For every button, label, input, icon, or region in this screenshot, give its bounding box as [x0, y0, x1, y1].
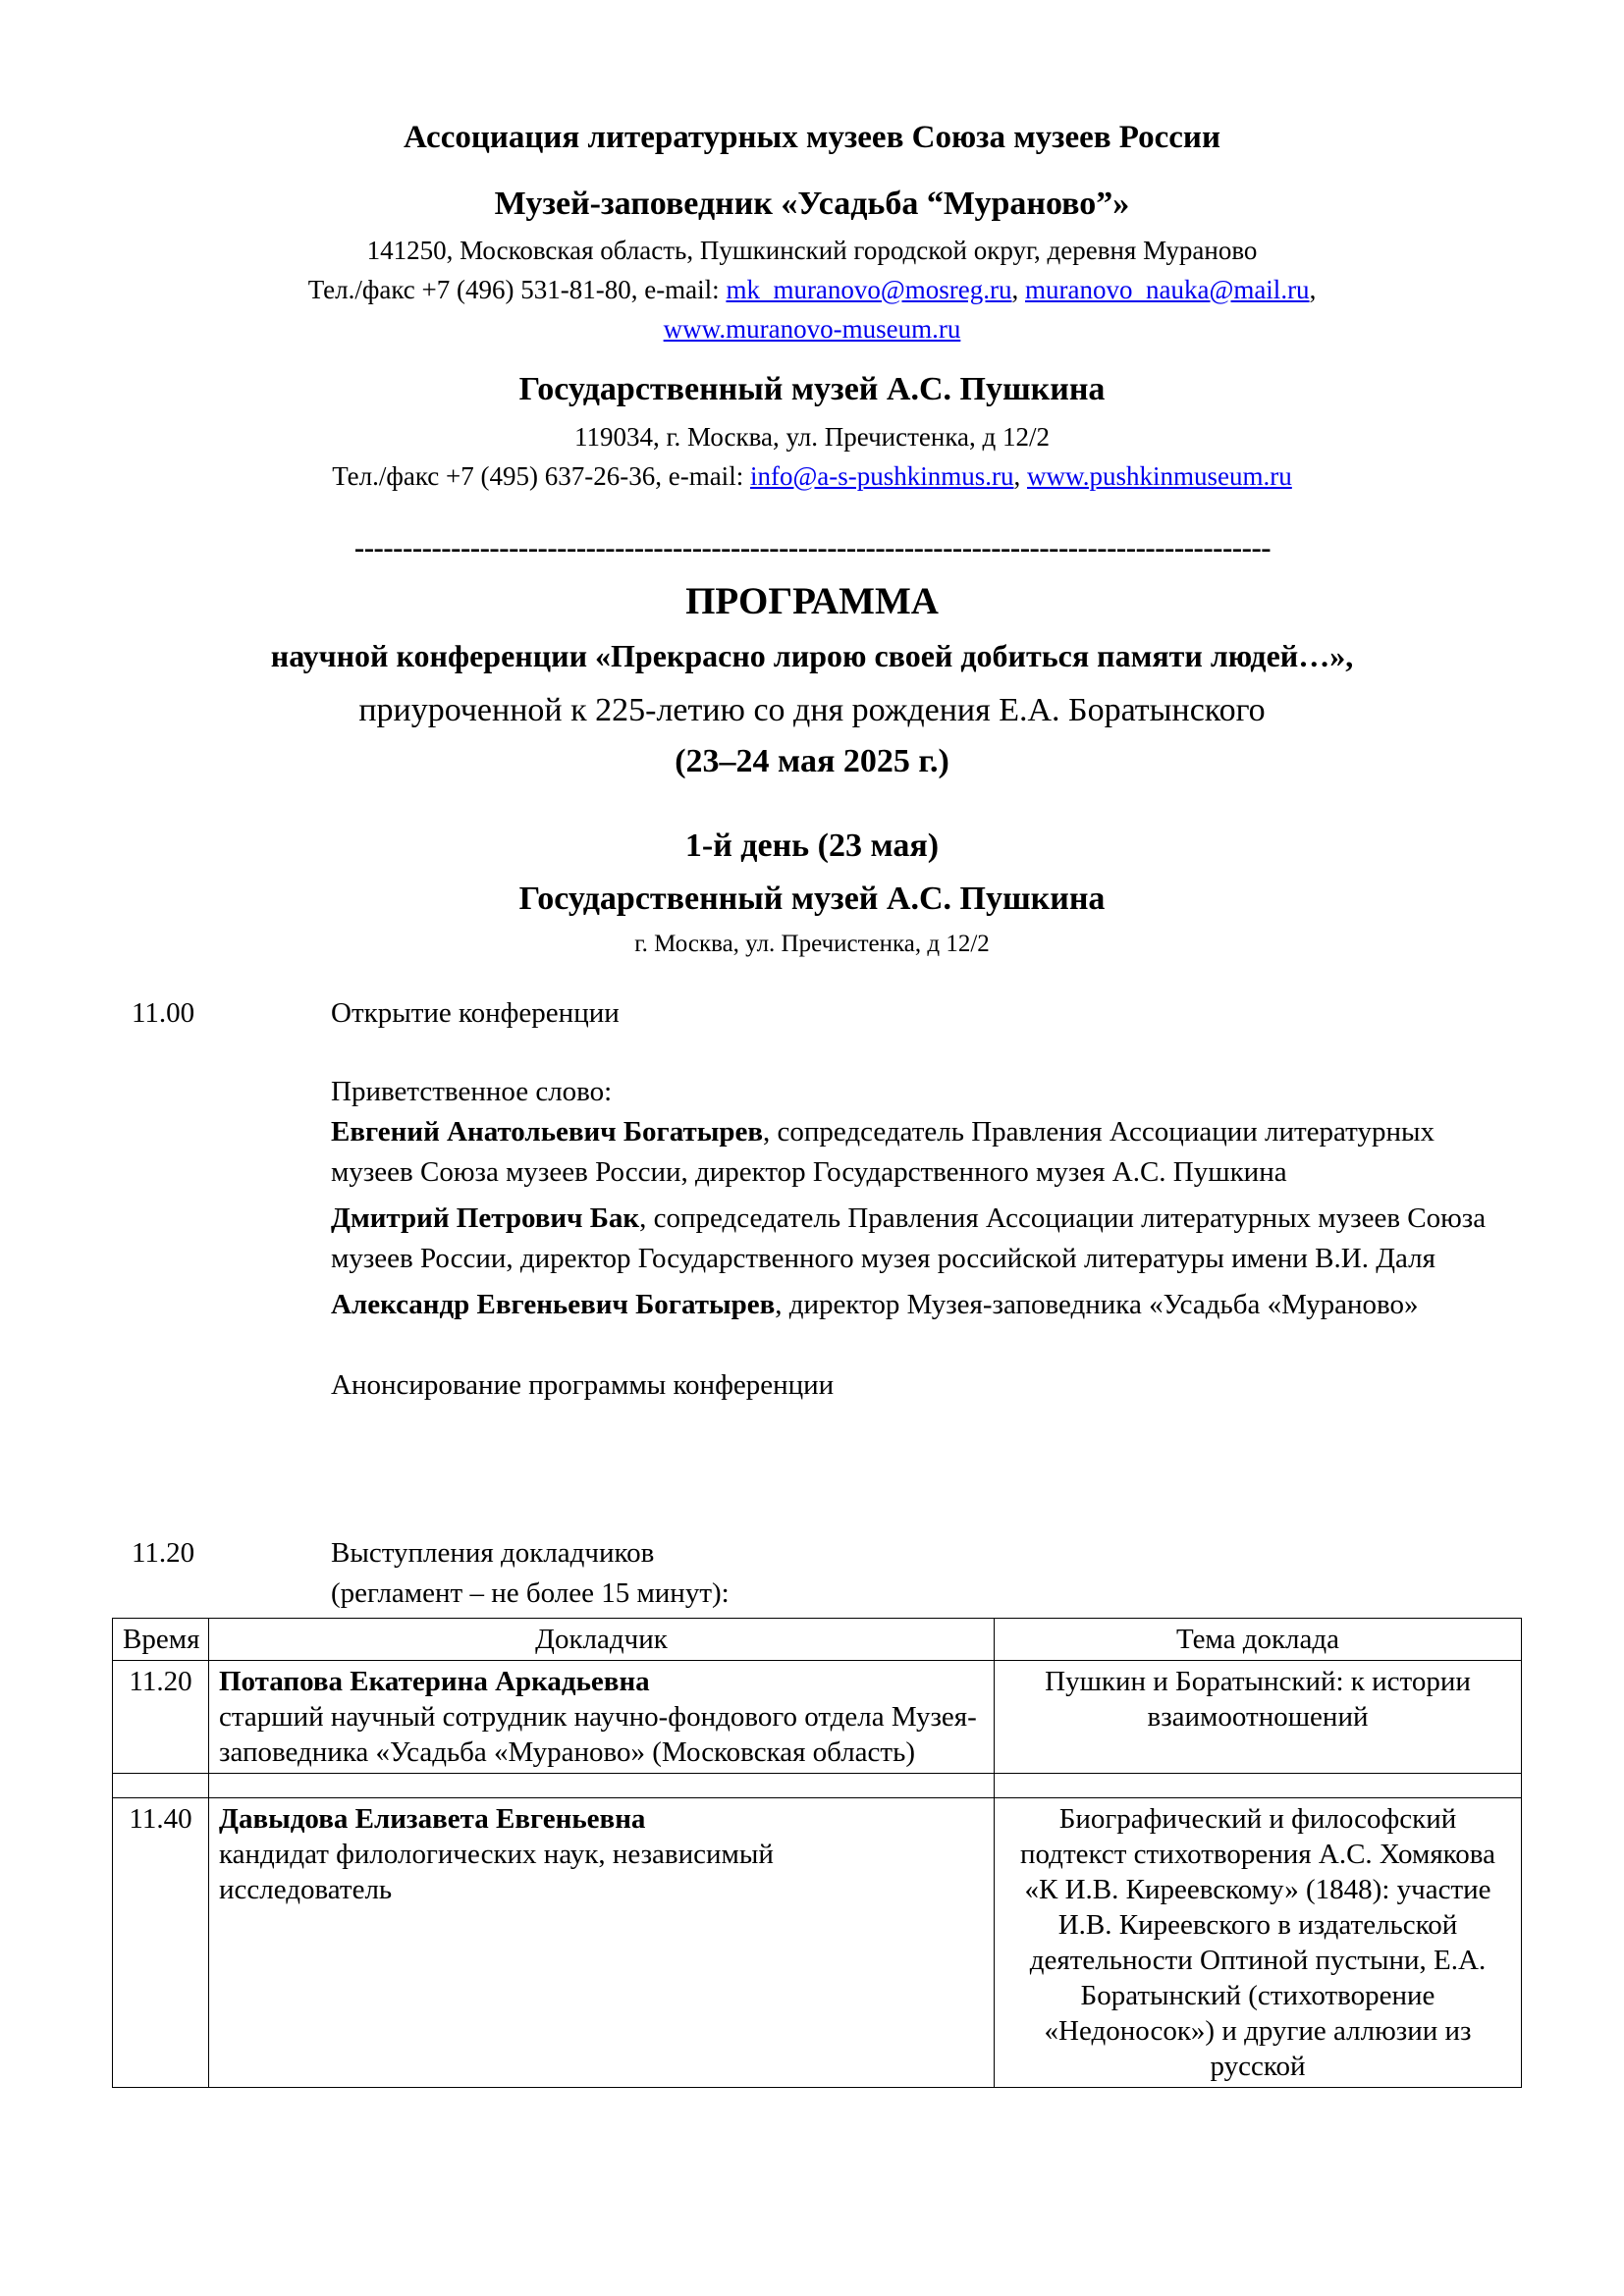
talk-speaker	[209, 1798, 995, 2088]
program-dates: (23–24 мая 2025 г.)	[675, 743, 949, 779]
greeter-1	[331, 1112, 1509, 1193]
greeter-name: Евгений Анатольевич Богатырев	[331, 1116, 764, 1148]
talks-rule: (регламент – не более 15 минут):	[331, 1577, 730, 1609]
announcement: Анонсирование программы конференции	[331, 1369, 835, 1401]
opening-time: 11.00	[132, 997, 195, 1029]
muranovo-address: 141250, Московская область, Пушкинский городской округ, деревня Мураново	[366, 236, 1258, 265]
speaker-details: старший научный сотрудник научно-фондового отдела Музея-заповедника «Усадьба «Мураново» (Московская область)	[219, 1701, 977, 1768]
table-row	[113, 1661, 1522, 1774]
greeter-name: Дмитрий Петрович Бак	[331, 1202, 640, 1234]
talk-topic: Биографический и философский подтекст стихотворения А.С. Хомякова «К И.В. Киреевскому» (1848): участие И.В. Киреевского в издательской деятельности Оптиной пустыни, Е.А. Боратынский (стихотворение «Недоносок») и другие аллюзии из русской	[995, 1798, 1522, 2088]
greeter-role: , директор Музея-заповедника «Усадьба «Мураново»	[775, 1289, 1419, 1320]
pushkin-museum-title: Государственный музей А.С. Пушкина	[518, 371, 1106, 407]
speaker-name: Давыдова Елизавета Евгеньевна	[219, 1803, 646, 1835]
greeting-label: Приветственное слово:	[331, 1076, 613, 1107]
greeter-2	[331, 1199, 1509, 1279]
greeter-3	[331, 1285, 1509, 1325]
day1-title: 1-й день (23 мая)	[684, 828, 940, 864]
table-spacer-row	[113, 1774, 1522, 1798]
muranovo-site-link[interactable]: www.muranovo-museum.ru	[663, 314, 961, 344]
greeter-role: , сопредседатель Правления Ассоциации литературных музеев Союза музеев России, директор Государственного музея российской литературы имени В.И. Даля	[331, 1202, 1487, 1274]
separator-line: -----------------------------------------------------------------------------------------------	[353, 530, 1272, 564]
muranovo-contacts-prefix: Тел./факс +7 (496) 531-81-80, e-mail:	[307, 275, 727, 304]
header-speaker: Докладчик	[209, 1619, 995, 1661]
pushkin-contacts: Тел./факс +7 (495) 637-26-36, e-mail: info@a-s-pushkinmus.ru, www.pushkinmuseum.ru	[332, 461, 1292, 491]
pushkin-site-link[interactable]: www.pushkinmuseum.ru	[1027, 461, 1292, 491]
program-occasion: приуроченной к 225-летию со дня рождения Е.А. Боратынского	[358, 692, 1266, 728]
speaker-name: Потапова Екатерина Аркадьевна	[219, 1666, 650, 1697]
pushkin-contacts-prefix: Тел./факс +7 (495) 637-26-36, e-mail:	[332, 461, 750, 491]
table-row	[113, 1798, 1522, 2088]
talk-time: 11.20	[113, 1661, 209, 1774]
program-title: ПРОГРАММА	[685, 580, 939, 622]
pushkin-email-link[interactable]: info@a-s-pushkinmus.ru	[749, 461, 1014, 491]
greeter-role: , сопредседатель Правления Ассоциации литературных музеев Союза музеев России, директор Государственного музея А.С. Пушкина	[331, 1116, 1435, 1188]
opening-label: Открытие конференции	[331, 997, 620, 1029]
table-header-row	[113, 1619, 1522, 1661]
header-topic: Тема доклада	[995, 1619, 1522, 1661]
program-subtitle: научной конференции «Прекрасно лирою своей добиться памяти людей…»,	[270, 638, 1354, 673]
greeter-name: Александр Евгеньевич Богатырев	[331, 1289, 776, 1320]
muranovo-site-line	[0, 314, 1624, 345]
muranovo-contacts: Тел./факс +7 (496) 531-81-80, e-mail: mk_muranovo@mosreg.ru, muranovo_nauka@mail.ru,	[307, 275, 1317, 304]
talks-label: Выступления докладчиков	[331, 1537, 655, 1569]
muranovo-title: Музей-заповедник «Усадьба “Мураново”»	[494, 186, 1130, 222]
muranovo-email2-link[interactable]: muranovo_nauka@mail.ru	[1025, 275, 1310, 304]
day1-venue: Государственный музей А.С. Пушкина	[518, 881, 1106, 917]
day1-venue-address: г. Москва, ул. Пречистенка, д 12/2	[634, 931, 990, 957]
speaker-details: кандидат филологических наук, независимый исследователь	[219, 1839, 774, 1905]
talk-speaker	[209, 1661, 995, 1774]
muranovo-email1-link[interactable]: mk_muranovo@mosreg.ru	[726, 275, 1012, 304]
association-title: Ассоциация литературных музеев Союза музеев России	[404, 120, 1220, 155]
pushkin-address: 119034, г. Москва, ул. Пречистенка, д 12/2	[573, 422, 1051, 452]
talk-topic: Пушкин и Боратынский: к истории взаимоотношений	[995, 1661, 1522, 1774]
talks-table	[112, 1618, 1522, 2088]
talks-time: 11.20	[132, 1537, 195, 1569]
talk-time: 11.40	[113, 1798, 209, 2088]
header-time: Время	[113, 1619, 209, 1661]
